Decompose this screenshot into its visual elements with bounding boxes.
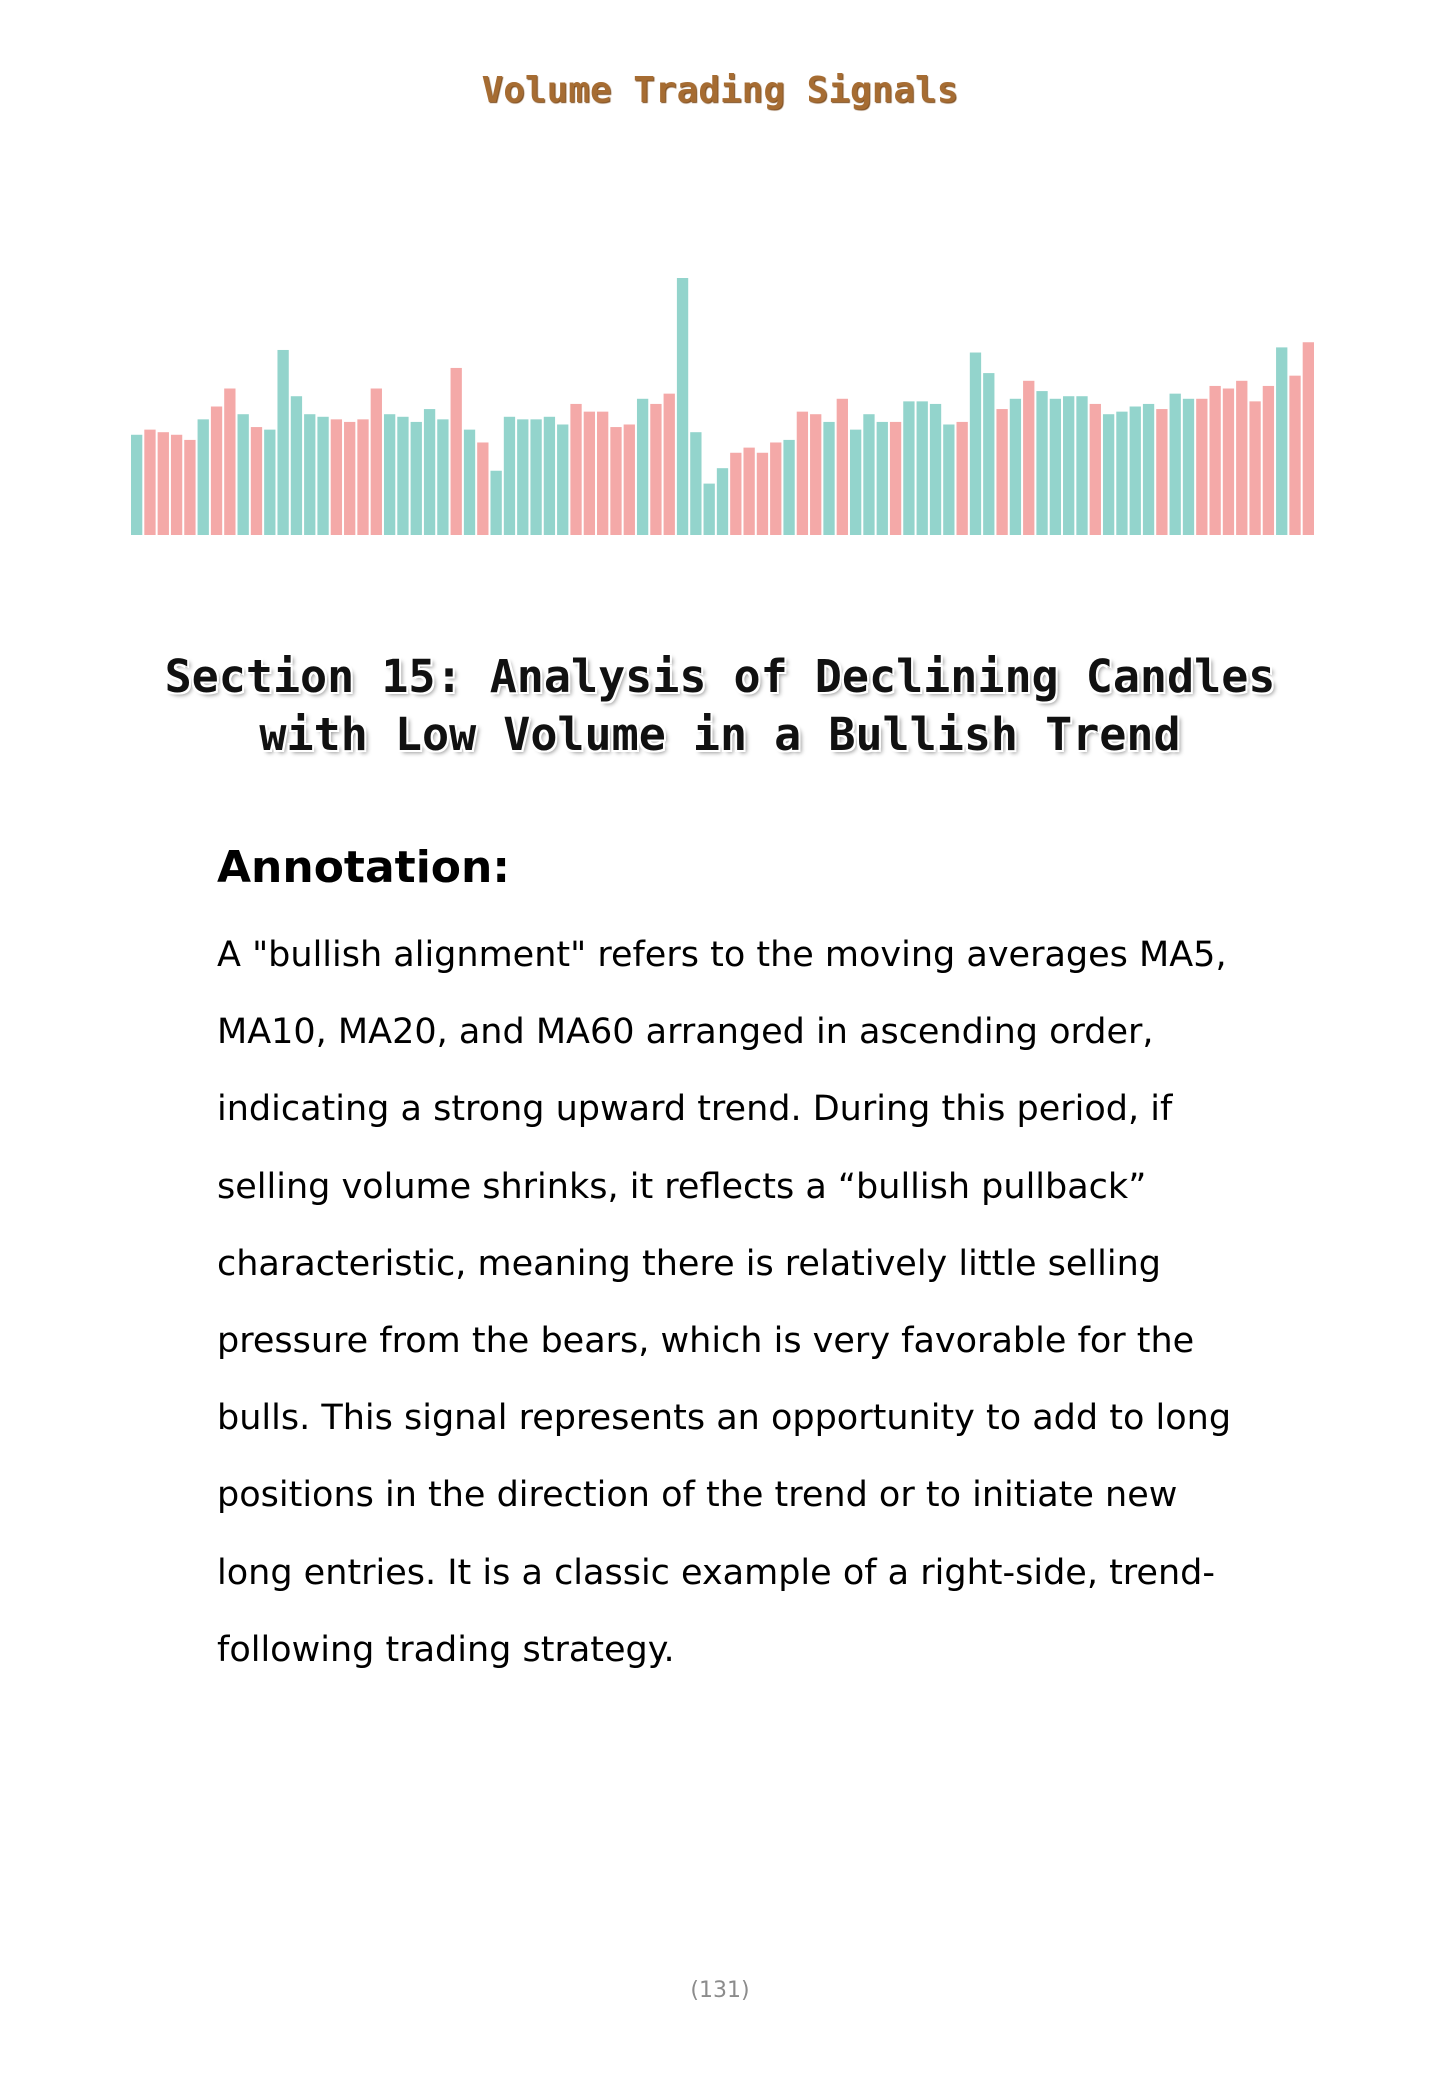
annotation-line: A "bullish alignment" refers to the moving averages MA5, [217, 935, 1227, 975]
section-title-line-2: with Low Volume in a Bullish Trend [259, 708, 1181, 761]
volume-bar [757, 453, 768, 535]
volume-bar [1209, 386, 1220, 535]
volume-bar [184, 440, 195, 535]
volume-bar [624, 424, 635, 535]
volume-bar [1036, 391, 1047, 535]
volume-bar [411, 422, 422, 535]
volume-bar [304, 414, 315, 535]
volume-bar [131, 435, 142, 535]
annotation-line: selling volume shrinks, it reflects a “bullish pullback” [217, 1166, 1147, 1207]
volume-bar [1010, 399, 1021, 535]
volume-bar [477, 442, 488, 535]
volume-bar [1023, 381, 1034, 535]
annotation-line: following trading strategy. [217, 1629, 675, 1670]
section-title [0, 648, 1440, 764]
volume-bar [1103, 414, 1114, 535]
volume-bar [850, 430, 861, 535]
volume-bar [451, 368, 462, 535]
annotation-line: pressure from the bears, which is very favorable for the [217, 1320, 1195, 1361]
volume-bar [277, 350, 288, 535]
book-title: Volume Trading Signals [481, 70, 959, 111]
volume-bar [1249, 401, 1260, 535]
volume-bar [557, 424, 568, 535]
volume-bar [144, 430, 155, 535]
volume-bar [610, 427, 621, 535]
volume-bar [1303, 342, 1314, 535]
volume-bar [264, 430, 275, 535]
annotation-line: bulls. This signal represents an opportunity to add to long [217, 1398, 1232, 1439]
volume-bar [371, 389, 382, 535]
volume-bar [957, 422, 968, 535]
volume-bar [570, 404, 581, 535]
volume-bar [504, 417, 515, 535]
volume-bar [437, 419, 448, 535]
volume-bar [1090, 404, 1101, 535]
volume-bar [464, 430, 475, 535]
volume-bar [863, 414, 874, 535]
volume-bar [1050, 399, 1061, 535]
volume-bar [584, 412, 595, 535]
annotation-line: characteristic, meaning there is relatively little selling [217, 1243, 1162, 1284]
volume-bar [1156, 409, 1167, 535]
volume-bar [198, 419, 209, 535]
volume-bars-decoration [131, 270, 1316, 535]
volume-bar [397, 417, 408, 535]
volume-bar [158, 432, 169, 535]
volume-bar [1076, 396, 1087, 535]
volume-bar [1236, 381, 1247, 535]
volume-bar [996, 409, 1007, 535]
annotation-line: MA10, MA20, and MA60 arranged in ascending order, [217, 1012, 1154, 1053]
volume-bar [1143, 404, 1154, 535]
volume-bar [704, 484, 715, 535]
volume-bar [1196, 399, 1207, 535]
volume-bar [251, 427, 262, 535]
volume-bar [357, 419, 368, 535]
volume-bar [637, 399, 648, 535]
volume-bar [317, 417, 328, 535]
volume-bar [983, 373, 994, 535]
volume-bar [970, 353, 981, 535]
volume-bar [544, 417, 555, 535]
volume-bar [1130, 407, 1141, 536]
volume-bar [490, 471, 501, 535]
volume-bar [783, 440, 794, 535]
page-number: (131) [690, 1978, 750, 2003]
volume-bar [517, 419, 528, 535]
volume-bar [171, 435, 182, 535]
volume-bar [530, 419, 541, 535]
volume-bar [1116, 412, 1127, 535]
volume-bar [797, 412, 808, 535]
volume-bar [903, 401, 914, 535]
volume-bar [664, 394, 675, 535]
volume-bar [917, 401, 928, 535]
annotation-line: indicating a strong upward trend. During this period, if [217, 1089, 1173, 1130]
volume-bar [1289, 376, 1300, 535]
volume-bar [823, 422, 834, 535]
volume-bar [890, 422, 901, 535]
annotation-heading: Annotation: [217, 842, 510, 893]
annotation-line: long entries. It is a classic example of a right-side, trend- [217, 1552, 1215, 1593]
volume-bar [344, 422, 355, 535]
volume-bar [1183, 399, 1194, 535]
volume-bar [1063, 396, 1074, 535]
volume-bar [837, 399, 848, 535]
volume-bar [930, 404, 941, 535]
volume-bar [1263, 386, 1274, 535]
volume-bar [810, 414, 821, 535]
volume-bar [677, 278, 688, 535]
volume-bar [877, 422, 888, 535]
annotation-line: positions in the direction of the trend or to initiate new [217, 1475, 1178, 1516]
volume-bar [743, 448, 754, 535]
volume-bar [597, 412, 608, 535]
volume-bar [291, 396, 302, 535]
volume-bar [238, 414, 249, 535]
volume-bar [1276, 347, 1287, 535]
volume-bar [331, 419, 342, 535]
volume-bar [211, 407, 222, 536]
volume-bar [730, 453, 741, 535]
volume-bar [717, 468, 728, 535]
volume-bar [650, 404, 661, 535]
section-title-line-1: Section 15: Analysis of Declining Candles [164, 650, 1276, 703]
volume-bar [1223, 389, 1234, 535]
volume-bar [384, 414, 395, 535]
volume-bar [770, 442, 781, 535]
annotation-body [217, 925, 1232, 1697]
volume-bar [1170, 394, 1181, 535]
volume-bar [690, 432, 701, 535]
volume-bar [224, 389, 235, 535]
volume-bar [943, 424, 954, 535]
volume-bar [424, 409, 435, 535]
